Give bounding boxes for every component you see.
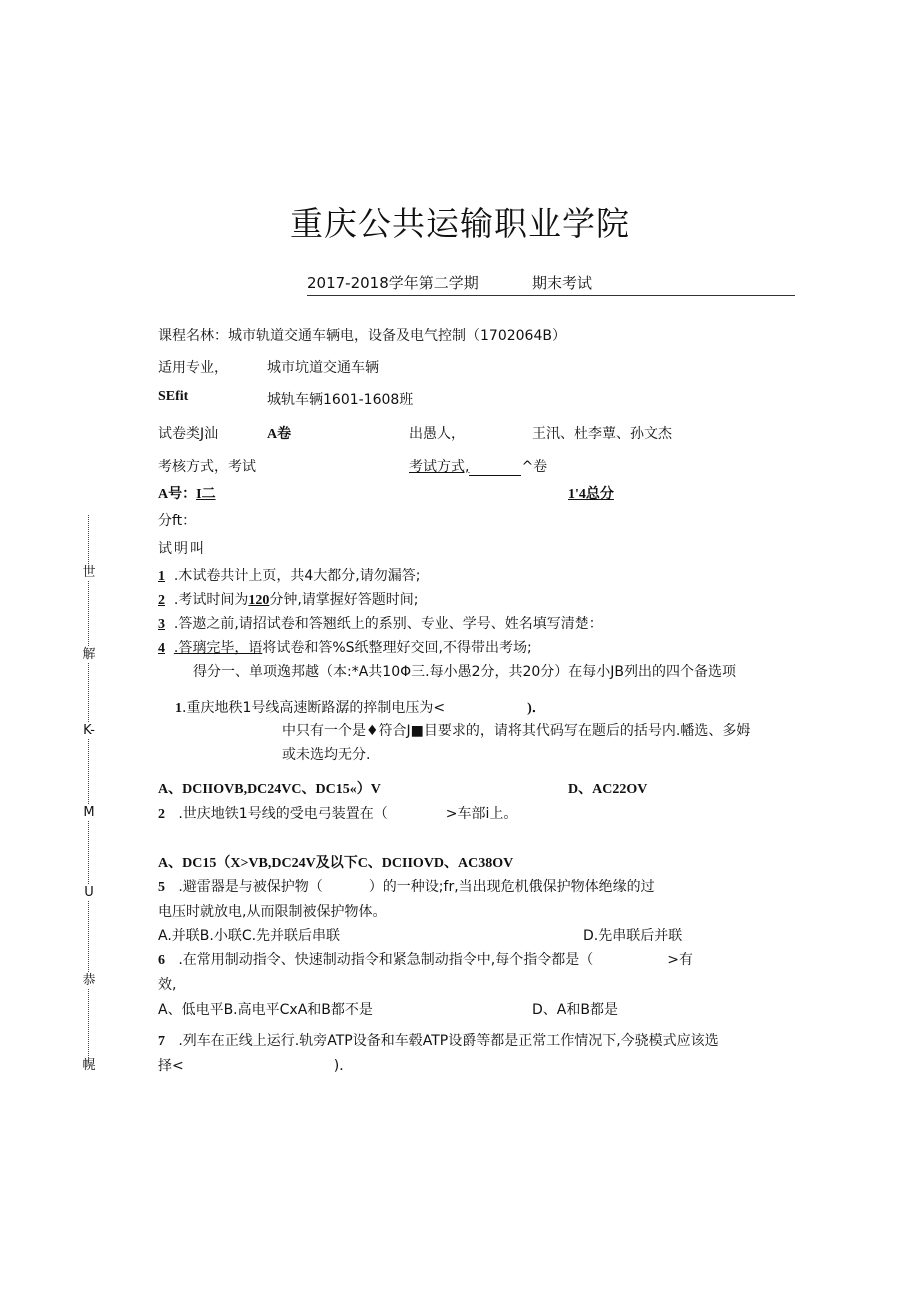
instruction-highlight: 120: [248, 593, 270, 608]
author-value: 王汛、杜李蕈、孙文杰: [532, 426, 672, 442]
instruction-item: [158, 637, 532, 657]
class-value: 城轨车辆1601-1608班: [267, 392, 414, 408]
semester: 2017-2018学年第二学期: [307, 274, 479, 292]
question-1-option-d: D、AC22OV: [568, 782, 648, 797]
assessment-method: 考核方式，考试: [158, 459, 256, 475]
score-label: 分ft：: [158, 513, 197, 529]
question-tail: )．: [333, 1058, 354, 1074]
question-text: .在常用制动指令、快速制动指令和紧急制动指令中,每个指令都是（: [178, 952, 594, 968]
question-text: .重庆地秩1号线高速断路潺的捽制电压为<: [182, 700, 446, 716]
section1-continuation: 或未选均无分.: [282, 747, 371, 763]
class-label: SEfit: [158, 389, 189, 404]
instruction-num: 1: [158, 569, 165, 584]
question-number: 6: [158, 953, 165, 968]
question-1: [175, 697, 546, 717]
instructions-title: 试明叫: [158, 541, 206, 557]
instruction-num: 3: [158, 617, 165, 632]
question-number: 7: [158, 1034, 165, 1049]
instruction-text: .答遨之前,请招试卷和答翘纸上的系别、专业、学号、姓名填写清楚：: [173, 616, 603, 632]
instruction-num: 2: [158, 593, 165, 608]
question-5-options: A.并联B.小联C.先并联后串联: [158, 928, 341, 944]
question-1-options: A、DCIIOVB,DC24VC、DC15«）V: [158, 782, 381, 797]
course-name: 课程名林：城市轨道交通车辆电，设备及电气控制（1702064B）: [158, 328, 566, 344]
instruction-text: .考试时间为: [173, 592, 249, 608]
instruction-text: 将试卷和答%S纸整理好交回,不得带出考场;: [262, 640, 532, 656]
question-number: 1: [175, 701, 182, 716]
question-2: [158, 803, 517, 823]
binding-char: K-: [79, 723, 99, 738]
binding-char: 解: [79, 647, 99, 662]
instruction-text: .木试卷共计上页，共4大都分,请勿漏答;: [173, 568, 421, 584]
question-text: .列车在正线上运行.轨旁ATP设备和车毂ATP设爵等都是正常工作情况下,今骁模式应该选: [178, 1033, 719, 1049]
total-score: 1'4总分: [568, 487, 614, 502]
question-2-options: A、DC15（X>VB,DC24V及以下C、DCIIOVD、AC38OV: [158, 856, 514, 871]
question-text: .避雷器是与被保护物（: [178, 879, 323, 895]
question-tail: ）的一种设;fr,当出现危机俄保护物体绝缘的过: [368, 879, 655, 895]
instruction-item: [158, 565, 420, 585]
question-5-continuation: 电压时就放电,从而限制被保护物体。: [158, 904, 387, 920]
instruction-num: 4: [158, 641, 165, 656]
exam-type: 期末考试: [532, 274, 593, 292]
section1-heading: 得分一、单项逸邦越（本:*A共10Φ三.每小愚2分，共20分）在每小JB列出的四个备选项: [193, 664, 737, 680]
question-5-option-d: D.先串联后并联: [583, 928, 683, 944]
question-text: .世庆地铁1号线的受电弓装置在（: [178, 806, 388, 822]
major-value: 城市坑道交通车辆: [267, 360, 379, 376]
exam-method-label: 考试方式,: [409, 459, 470, 475]
exam-method-value: ^卷: [521, 459, 548, 475]
header-divider: [307, 295, 795, 296]
question-6: [158, 949, 693, 969]
id-value: I二: [196, 487, 216, 502]
paper-type-value: A卷: [267, 427, 292, 442]
question-7-continuation: [158, 1055, 353, 1075]
exam-method-blank: [469, 462, 521, 476]
question-tail: >车部i上。: [445, 806, 518, 822]
question-5: [158, 876, 655, 896]
instruction-text: 分钟,请掌握好答题时间;: [269, 592, 419, 608]
binding-char: U: [79, 885, 99, 900]
id-label: A号：: [158, 487, 197, 502]
question-tail: >有: [667, 952, 693, 968]
binding-char: 恭: [79, 973, 99, 988]
question-6-options: A、低电平B.高电平CxA和B都不是: [158, 1002, 373, 1018]
binding-margin: [79, 515, 99, 1075]
question-6-continuation: 效,: [158, 977, 177, 993]
instruction-highlight: .答璃完毕，语: [173, 640, 263, 656]
question-7: [158, 1030, 719, 1050]
major-label: 适用专业，: [158, 360, 228, 376]
question-number: 2: [158, 807, 165, 822]
exam-method: [409, 456, 547, 476]
binding-char: M: [79, 805, 99, 820]
instruction-item: [158, 589, 419, 609]
binding-char: 世: [79, 565, 99, 580]
question-tail: )．: [527, 701, 546, 716]
question-text: 择<: [158, 1058, 184, 1074]
instruction-item: [158, 613, 603, 633]
binding-char: 幌: [79, 1058, 99, 1073]
id-field: [158, 483, 216, 503]
section1-continuation: 中只有一个是♦符合J■目要求的，请将其代码写在题后的括号内.幡选、多姆: [282, 723, 751, 739]
paper-type-label: 试卷类J汕: [158, 426, 219, 442]
school-title: 重庆公共运输职业学院: [290, 204, 630, 243]
question-6-option-d: D、A和B都是: [532, 1002, 618, 1018]
author-label: 出愚人，: [409, 426, 465, 442]
question-number: 5: [158, 880, 165, 895]
